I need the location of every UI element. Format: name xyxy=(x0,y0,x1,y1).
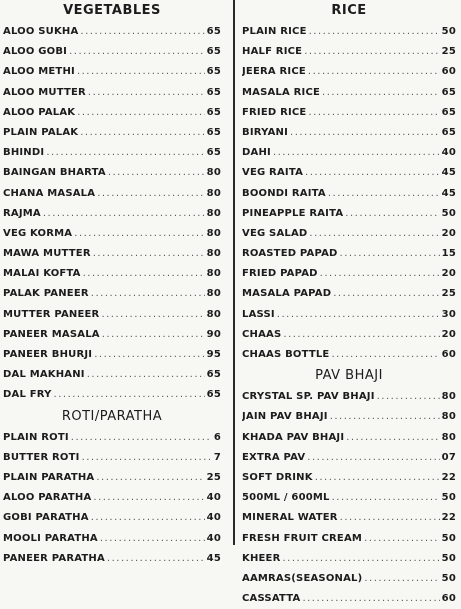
dot-leader xyxy=(91,284,205,304)
dot-leader xyxy=(290,123,440,143)
menu-item-price: 90 xyxy=(206,328,221,340)
dot-leader xyxy=(340,244,440,264)
menu-item-price: 50 xyxy=(441,492,456,504)
dot-leader xyxy=(340,508,440,528)
menu-item-name: MASALA PAPAD xyxy=(242,288,332,300)
dot-leader xyxy=(83,264,205,284)
menu-item-price: 45 xyxy=(206,552,221,564)
menu-item-name: PALAK PANEER xyxy=(3,288,89,300)
dot-leader xyxy=(94,345,204,365)
menu-item-row xyxy=(242,529,456,549)
menu-item-row xyxy=(3,284,221,304)
section-heading-rice: RICE xyxy=(331,3,367,18)
dot-leader xyxy=(93,488,204,508)
dot-leader xyxy=(107,549,205,569)
menu-item-price: 65 xyxy=(206,106,221,118)
menu-item-price: 80 xyxy=(441,431,456,443)
dot-leader xyxy=(330,407,440,427)
menu-item-price: 60 xyxy=(441,593,456,605)
menu-item-price: 25 xyxy=(206,471,221,483)
menu-item-price: 20 xyxy=(441,227,456,239)
menu-item-row xyxy=(242,387,456,407)
menu-item-price: 20 xyxy=(441,328,456,340)
menu-item-name: ALOO MUTTER xyxy=(3,86,86,98)
menu-item-price: 80 xyxy=(206,187,221,199)
dot-leader xyxy=(283,325,439,345)
menu-item-price: 65 xyxy=(206,46,221,58)
menu-item-row xyxy=(3,305,221,325)
dot-leader xyxy=(77,103,204,123)
menu-item-row xyxy=(242,204,456,224)
menu-item-name: DAHI xyxy=(242,147,271,159)
menu-item-name: CASSATTA xyxy=(242,593,301,605)
menu-item-name: AAMRAS(SEASONAL) xyxy=(242,572,363,584)
menu-item-row xyxy=(3,385,221,405)
menu-item-row xyxy=(242,468,456,488)
menu-item-row xyxy=(242,407,456,427)
menu-item-price: 80 xyxy=(206,227,221,239)
dot-leader xyxy=(82,448,212,468)
menu-item-price: 65 xyxy=(441,86,456,98)
menu-item-name: ALOO METHI xyxy=(3,66,75,78)
menu-item-price: 45 xyxy=(441,187,456,199)
menu-item-name: PANEER BHURJI xyxy=(3,349,93,360)
menu-item-name: KHADA PAV BHAJI xyxy=(242,431,345,443)
menu-item-price: 50 xyxy=(441,532,456,544)
menu-item-price: 80 xyxy=(206,268,221,280)
menu-item-name: PINEAPPLE RAITA xyxy=(242,207,344,219)
menu-item-price: 80 xyxy=(206,248,221,260)
menu-item-name: GOBI PARATHA xyxy=(3,512,89,524)
menu-item-price: 40 xyxy=(206,492,221,504)
menu-item-row xyxy=(3,325,221,345)
section-heading-roti-paratha: ROTI/PARATHA xyxy=(61,408,163,424)
menu-item-price: 60 xyxy=(441,349,456,360)
menu-item-row xyxy=(3,224,221,244)
menu-item-row xyxy=(3,22,221,42)
dot-leader xyxy=(87,365,205,385)
dot-leader xyxy=(308,62,440,82)
menu-item-name: BAINGAN BHARTA xyxy=(3,167,106,179)
menu-item-name: ALOO SUKHA xyxy=(3,26,79,37)
menu-item-price: 45 xyxy=(441,167,456,179)
menu-item-row xyxy=(3,163,221,183)
dot-leader xyxy=(322,83,440,103)
dot-leader xyxy=(74,224,204,244)
menu-item-price: 7 xyxy=(213,451,221,463)
menu-item-row xyxy=(3,244,221,264)
section-heading-pav-bhaji: PAV BHAJI xyxy=(315,368,383,384)
menu-item-price: 50 xyxy=(441,572,456,584)
menu-item-name: PLAIN PALAK xyxy=(3,126,79,138)
menu-item-price: 50 xyxy=(441,26,456,37)
menu-item-row xyxy=(3,529,221,549)
dot-leader xyxy=(80,123,204,143)
dot-leader xyxy=(91,508,205,528)
dot-leader xyxy=(54,385,205,405)
menu-item-name: JAIN PAV BHAJI xyxy=(242,411,328,423)
dot-leader xyxy=(46,143,204,163)
menu-item-price: 65 xyxy=(206,147,221,159)
dot-leader xyxy=(88,83,205,103)
menu-item-name: FRESH FRUIT CREAM xyxy=(242,532,363,544)
menu-item-price: 22 xyxy=(441,471,456,483)
menu-item-price: 30 xyxy=(441,308,456,320)
rice-list xyxy=(242,22,456,365)
menu-item-name: CHAAS xyxy=(242,328,282,340)
menu-item-name: HALF RICE xyxy=(242,46,303,58)
dot-leader xyxy=(77,62,205,82)
menu-item-price: 80 xyxy=(441,411,456,423)
menu-item-name: PANEER PARATHA xyxy=(3,552,105,564)
dot-leader xyxy=(71,428,212,448)
menu-item-price: 40 xyxy=(206,512,221,524)
menu-item-row xyxy=(3,143,221,163)
menu-item-name: PANEER MASALA xyxy=(3,328,100,340)
menu-item-row xyxy=(242,305,456,325)
vegetables-list xyxy=(3,22,221,406)
menu-item-price: 25 xyxy=(441,288,456,300)
menu-item-price: 80 xyxy=(206,167,221,179)
menu-item-row xyxy=(242,62,456,82)
dot-leader xyxy=(108,163,205,183)
dot-leader xyxy=(320,264,440,284)
menu-item-row xyxy=(242,345,456,365)
menu-item-price: 65 xyxy=(206,86,221,98)
menu-item-row xyxy=(242,22,456,42)
menu-item-name: 500ML / 600ML xyxy=(242,492,330,504)
pav-bhaji-list xyxy=(242,387,456,609)
menu-item-name: MALAI KOFTA xyxy=(3,268,81,280)
menu-item-row xyxy=(3,365,221,385)
menu-item-row xyxy=(242,224,456,244)
dot-leader xyxy=(315,468,440,488)
dot-leader xyxy=(309,22,440,42)
menu-item-name: MOOLI PARATHA xyxy=(3,532,98,544)
menu-item-row xyxy=(242,428,456,448)
menu-item-name: BIRYANI xyxy=(242,126,289,138)
dot-leader xyxy=(308,103,439,123)
menu-item-row xyxy=(3,62,221,82)
menu-item-name: CRYSTAL SP. PAV BHAJI xyxy=(242,391,375,403)
dot-leader xyxy=(328,184,440,204)
menu-item-row xyxy=(242,103,456,123)
menu-item-row xyxy=(242,569,456,589)
menu-item-name: VEG RAITA xyxy=(242,167,304,179)
menu-item-name: VEG SALAD xyxy=(242,227,308,239)
menu-item-name: JEERA RICE xyxy=(242,66,306,78)
dot-leader xyxy=(304,42,439,62)
menu-item-price: 65 xyxy=(206,369,221,381)
menu-item-row xyxy=(242,325,456,345)
menu-item-price: 80 xyxy=(206,207,221,219)
menu-item-price: 65 xyxy=(206,66,221,78)
menu-item-price: 25 xyxy=(441,46,456,58)
menu-item-name: ALOO GOBI xyxy=(3,46,68,58)
menu-item-price: 40 xyxy=(441,147,456,159)
menu-item-row xyxy=(3,184,221,204)
dot-leader xyxy=(69,42,205,62)
menu-item-row xyxy=(3,264,221,284)
menu-item-name: DAL FRY xyxy=(3,389,52,401)
dot-leader xyxy=(102,325,205,345)
menu-item-price: 50 xyxy=(441,207,456,219)
dot-leader xyxy=(43,204,205,224)
menu-item-row xyxy=(3,448,221,468)
dot-leader xyxy=(364,569,439,589)
menu-item-price: 22 xyxy=(441,512,456,524)
menu-item-name: KHEER xyxy=(242,552,281,564)
menu-item-row xyxy=(242,184,456,204)
dot-leader xyxy=(309,224,439,244)
menu-item-row xyxy=(3,103,221,123)
menu-item-row xyxy=(242,143,456,163)
menu-item-price: 65 xyxy=(206,389,221,401)
menu-item-price: 20 xyxy=(441,268,456,280)
menu-item-row xyxy=(242,549,456,569)
dot-leader xyxy=(100,529,205,549)
menu-item-name: BOONDI RAITA xyxy=(242,187,326,199)
menu-item-name: EXTRA PAV xyxy=(242,451,306,463)
dot-leader xyxy=(101,305,204,325)
dot-leader xyxy=(305,163,440,183)
left-column xyxy=(3,0,221,569)
menu-item-row xyxy=(3,508,221,528)
menu-item-price: 40 xyxy=(206,532,221,544)
menu-item-row xyxy=(242,589,456,609)
menu-item-name: DAL MAKHANI xyxy=(3,369,85,381)
column-divider xyxy=(233,0,235,545)
menu-item-price: 65 xyxy=(206,126,221,138)
menu-item-price: 80 xyxy=(206,288,221,300)
dot-leader xyxy=(377,387,440,407)
menu-item-row xyxy=(3,488,221,508)
menu-item-name: SOFT DRINK xyxy=(242,471,313,483)
menu-item-row xyxy=(242,508,456,528)
menu-item-row xyxy=(242,264,456,284)
section-heading-vegetables: VEGETABLES xyxy=(63,3,161,18)
menu-item-row xyxy=(242,42,456,62)
dot-leader xyxy=(331,345,439,365)
dot-leader xyxy=(80,22,204,42)
dot-leader xyxy=(97,184,204,204)
menu-item-row xyxy=(3,428,221,448)
menu-item-price: 6 xyxy=(213,431,221,443)
menu-item-name: MASALA RICE xyxy=(242,86,321,98)
dot-leader xyxy=(332,488,440,508)
menu-item-name: FRIED RICE xyxy=(242,106,307,118)
menu-item-price: 50 xyxy=(441,552,456,564)
menu-item-price: 07 xyxy=(441,451,456,463)
menu-item-price: 15 xyxy=(441,248,456,260)
menu-item-price: 95 xyxy=(206,349,221,360)
menu-item-name: BHINDI xyxy=(3,147,45,159)
menu-item-price: 65 xyxy=(441,106,456,118)
menu-item-name: PLAIN RICE xyxy=(242,26,307,37)
dot-leader xyxy=(96,468,204,488)
menu-item-price: 60 xyxy=(441,66,456,78)
dot-leader xyxy=(333,284,439,304)
menu-item-row xyxy=(3,204,221,224)
menu-item-row xyxy=(3,42,221,62)
menu-item-price: 65 xyxy=(441,126,456,138)
menu-item-name: MINERAL WATER xyxy=(242,512,338,524)
menu-item-name: FRIED PAPAD xyxy=(242,268,318,280)
menu-item-row xyxy=(3,345,221,365)
dot-leader xyxy=(93,244,205,264)
menu-item-row xyxy=(242,448,456,468)
right-column xyxy=(242,0,456,609)
menu-item-row xyxy=(3,549,221,569)
menu-item-name: MUTTER PANEER xyxy=(3,308,100,320)
menu-item-name: ALOO PARATHA xyxy=(3,492,92,504)
menu-item-row xyxy=(3,83,221,103)
menu-item-row xyxy=(242,488,456,508)
roti-paratha-list xyxy=(3,428,221,569)
menu-item-name: ROASTED PAPAD xyxy=(242,248,338,260)
dot-leader xyxy=(277,305,440,325)
menu-item-name: ALOO PALAK xyxy=(3,106,76,118)
menu-item-row xyxy=(3,123,221,143)
menu-item-name: LASSI xyxy=(242,308,275,320)
menu-item-row xyxy=(242,163,456,183)
dot-leader xyxy=(273,143,440,163)
menu-item-name: CHAAS BOTTLE xyxy=(242,349,330,360)
menu-item-row xyxy=(3,468,221,488)
menu-item-price: 80 xyxy=(441,391,456,403)
menu-item-row xyxy=(242,244,456,264)
dot-leader xyxy=(345,204,439,224)
menu-item-name: VEG KORMA xyxy=(3,227,73,239)
dot-leader xyxy=(302,589,439,609)
menu-item-row xyxy=(242,123,456,143)
menu-item-name: RAJMA xyxy=(3,207,41,219)
menu-item-price: 65 xyxy=(206,26,221,37)
menu-item-name: PLAIN ROTI xyxy=(3,431,69,443)
menu-item-row xyxy=(242,83,456,103)
dot-leader xyxy=(364,529,440,549)
dot-leader xyxy=(307,448,439,468)
menu-item-name: MAWA MUTTER xyxy=(3,248,91,260)
dot-leader xyxy=(346,428,439,448)
menu-item-price: 80 xyxy=(206,308,221,320)
menu-item-name: CHANA MASALA xyxy=(3,187,96,199)
menu-item-name: BUTTER ROTI xyxy=(3,451,80,463)
dot-leader xyxy=(282,549,439,569)
menu-item-row xyxy=(242,284,456,304)
menu-item-name: PLAIN PARATHA xyxy=(3,471,95,483)
